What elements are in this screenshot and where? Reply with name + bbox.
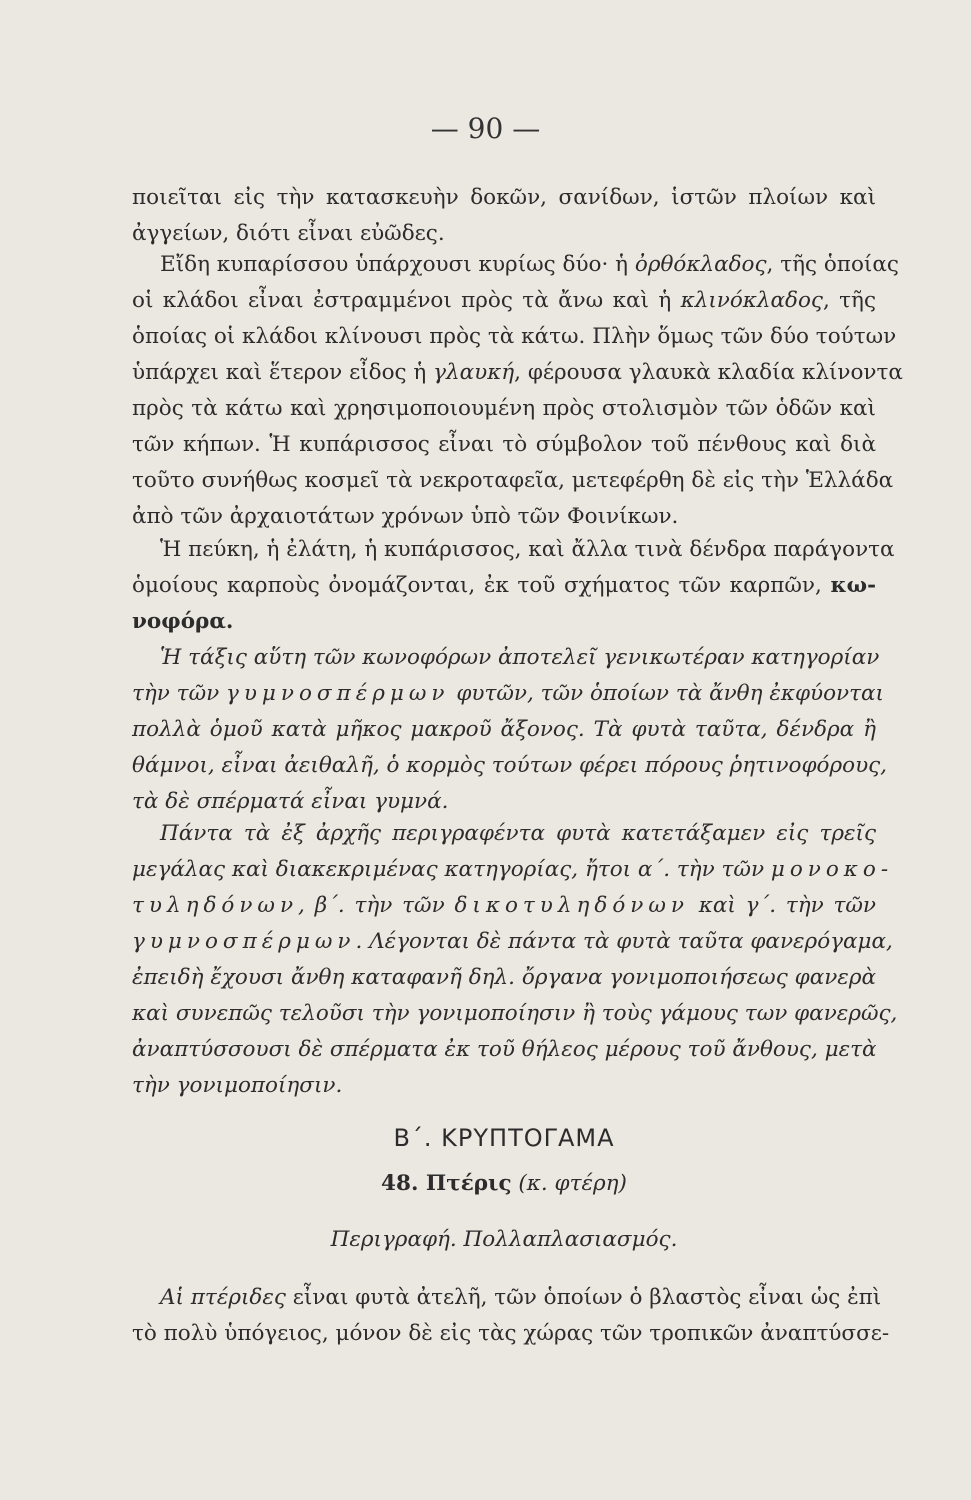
text-line: τὰ δὲ σπέρματά εἶναι γυμνά.: [132, 789, 449, 814]
section-heading: Β΄. ΚΡΥΠΤΟΓΑΜΑ: [393, 1124, 615, 1152]
text-line: ὁποίας οἱ κλάδοι κλίνουσι πρὸς τὰ κάτω. Πλὴν ὅμως τῶν δύο τούτων: [132, 324, 897, 349]
text-line: θάμνοι, εἶναι ἀειθαλῆ, ὁ κορμὸς τούτων φέρει πόρους ῥητινοφόρους,: [132, 753, 888, 778]
text-line: ἐπειδὴ ἔχουσι ἄνθη καταφανῆ δηλ. ὄργανα γονιμοποιήσεως φανερὰ: [132, 965, 876, 990]
text-line: ἀγγείων, διότι εἶναι εὐῶδες.: [132, 221, 445, 246]
text-line: πολλὰ ὁμοῦ κατὰ μῆκος μακροῦ ἄξονος. Τὰ φυτὰ ταῦτα, δένδρα ἢ: [132, 717, 876, 742]
text-line: ὁμοίους καρποὺς ὀνομάζονται, ἐκ τοῦ σχήματος τῶν καρπῶν, κω-: [132, 573, 876, 598]
paragraph-3: [132, 532, 895, 640]
paragraph-1: [132, 180, 876, 252]
text-line: μεγάλας καὶ διακεκριμένας κατηγορίας, ἤτοι α΄. τὴν τῶν μονοκο-: [132, 857, 894, 882]
text-line: τῶν κήπων. Ἡ κυπάρισσος εἶναι τὸ σύμβολον τοῦ πένθους καὶ διὰ: [132, 432, 876, 457]
paragraph-5: [132, 816, 898, 1104]
paragraph-4: [132, 640, 888, 820]
text-line: πρὸς τὰ κάτω καὶ χρησιμοποιουμένη πρὸς στολισμὸν τῶν ὁδῶν καὶ: [132, 396, 876, 421]
text-line: γυμνοσπέρμων. Λέγονται δὲ πάντα τὰ φυτὰ ταῦτα φανερόγαμα,: [132, 929, 893, 954]
text-line: τὴν τῶν γυμνοσπέρμων φυτῶν, τῶν ὁποίων τὰ ἄνθη ἐκφύονται: [132, 681, 884, 706]
text-line: Εἴδη κυπαρίσσου ὑπάρχουσι κυρίως δύο· ἡ ὀρθόκλαδος, τῆς ὁποίας: [160, 252, 899, 277]
page-number: — 90 —: [430, 112, 541, 145]
text-line: τυληδόνων, β΄. τὴν τῶν δικοτυληδόνων καὶ γ΄. τὴν τῶν: [132, 893, 876, 918]
paragraph-2: [132, 247, 903, 535]
subsection-description: Περιγραφή. Πολλαπλασιασμός.: [330, 1227, 678, 1252]
text-line: Πάντα τὰ ἐξ ἀρχῆς περιγραφέντα φυτὰ κατετάξαμεν εἰς τρεῖς: [160, 821, 876, 846]
text-line: νοφόρα.: [132, 609, 234, 634]
text-line: ἀναπτύσσουσι δὲ σπέρματα ἐκ τοῦ θήλεος μέρους τοῦ ἄνθους, μετὰ: [132, 1037, 877, 1062]
text-line: Ἡ τάξις αὕτη τῶν κωνοφόρων ἀποτελεῖ γενικωτέραν κατηγορίαν: [160, 645, 880, 670]
paragraph-6: [132, 1280, 890, 1352]
text-line: ἀπὸ τῶν ἀρχαιοτάτων χρόνων ὑπὸ τῶν Φοινίκων.: [132, 504, 679, 529]
text-line: ποιεῖται εἰς τὴν κατασκευὴν δοκῶν, σανίδων, ἱστῶν πλοίων καὶ: [132, 185, 876, 210]
text-line: Ἡ πεύκη, ἡ ἐλάτη, ἡ κυπάρισσος, καὶ ἄλλα τινὰ δένδρα παράγοντα: [160, 537, 895, 562]
text-line: ὑπάρχει καὶ ἕτερον εἶδος ἡ γλαυκή, φέρουσα γλαυκὰ κλαδία κλίνοντα: [132, 360, 903, 385]
text-line: οἱ κλάδοι εἶναι ἐστραμμένοι πρὸς τὰ ἄνω καὶ ἡ κλινόκλαδος, τῆς: [132, 288, 876, 313]
subsection-heading: 48. Πτέρις (κ. φτέρη): [381, 1171, 627, 1196]
text-line: τοῦτο συνήθως κοσμεῖ τὰ νεκροταφεῖα, μετεφέρθη δὲ εἰς τὴν Ἑλλάδα: [132, 468, 894, 493]
text-line: καὶ συνεπῶς τελοῦσι τὴν γονιμοποίησιν ἢ τοὺς γάμους των φανερῶς,: [132, 1001, 898, 1026]
text-line: τὸ πολὺ ὑπόγειος, μόνον δὲ εἰς τὰς χώρας τῶν τροπικῶν ἀναπτύσσε-: [132, 1321, 890, 1346]
text-line: Αἱ πτέριδες εἶναι φυτὰ ἀτελῆ, τῶν ὁποίων ὁ βλαστὸς εἶναι ὡς ἐπὶ: [160, 1285, 882, 1310]
text-line: τὴν γονιμοποίησιν.: [132, 1073, 343, 1098]
